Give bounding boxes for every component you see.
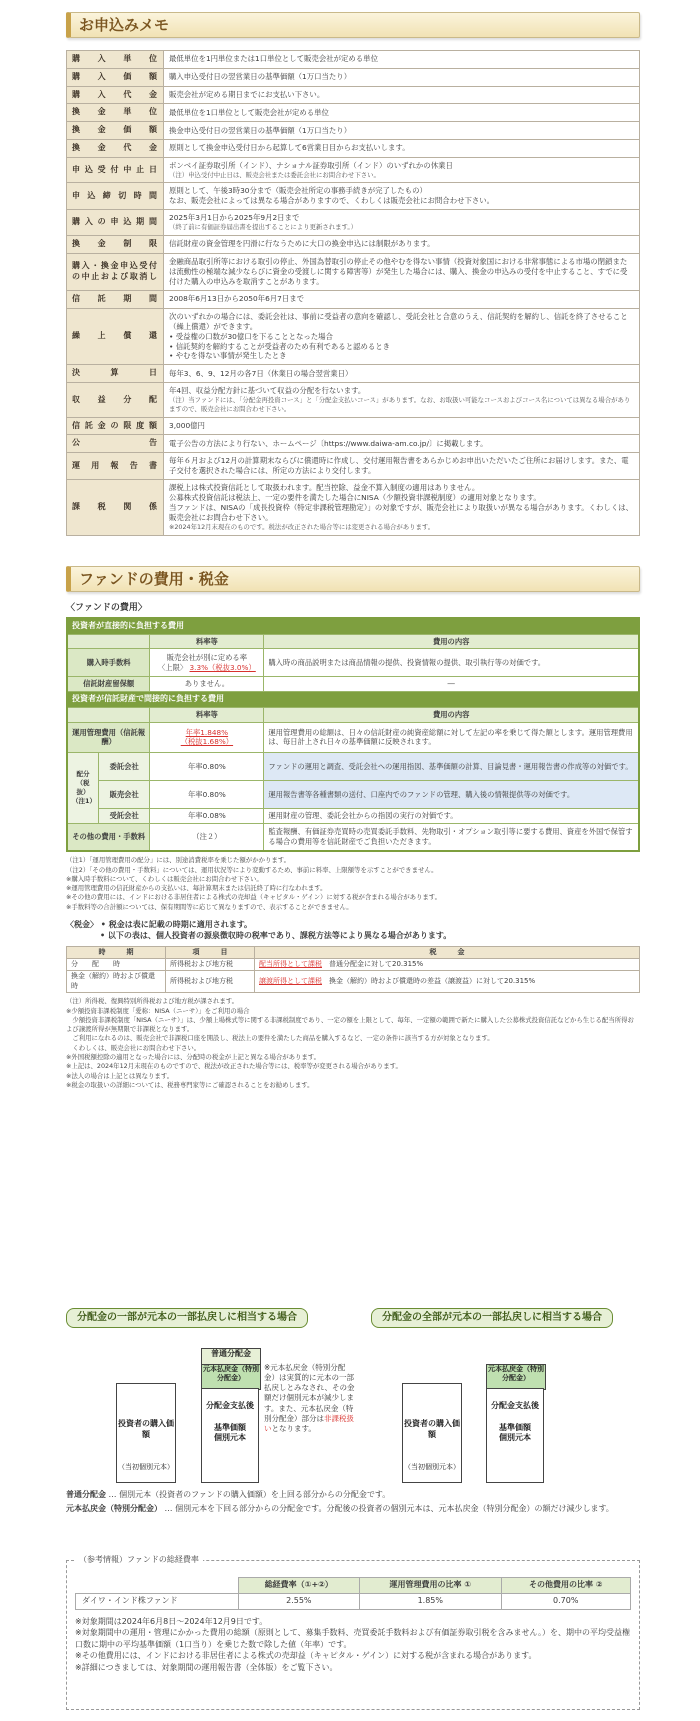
memo-value xyxy=(164,157,640,183)
memo-title: お申込みメモ xyxy=(66,12,640,38)
memo-value xyxy=(164,417,640,435)
tax-r2-item: 所得税および地方税 xyxy=(166,971,255,993)
ref-h2: 運用管理費用の比率 ① xyxy=(360,1578,501,1594)
note-line: ※詳細につきましては、対象期間の運用報告書（全体版）をご覧下さい。 xyxy=(75,1662,338,1672)
memo-row xyxy=(67,68,640,86)
tax-notes xyxy=(66,997,640,1090)
memo-row xyxy=(67,139,640,157)
fees-title: ファンドの費用・税金 xyxy=(66,566,640,592)
note-line: ご利用になれるのは、販売会社で非課税口座を開設し、税法上の要件を満たした商品を購入するなど、一定の条件に該当する方が対象となります。 xyxy=(66,1034,494,1043)
memo-value xyxy=(164,383,640,417)
memo-row xyxy=(67,383,640,417)
fees-subtitle: 〈ファンドの費用〉 xyxy=(66,602,147,613)
side-note: ※元本払戻金（特別分配金）は実質的に元本の一部払戻しとみなされ、その金額だけ個別元本が減少します。また、元本払戻金（特別分配金）部分は非課税扱いとなります。 xyxy=(264,1363,355,1433)
memo-value-text: 最低単位を1円単位または1口単位として販売会社が定める単位 xyxy=(169,54,378,64)
reserve-rate: ありません。 xyxy=(150,677,264,692)
hanbai-content: 運用報告書等各種書類の送付、口座内でのファンドの管理、購入後の情報提供等の対価です。 xyxy=(264,780,639,808)
ref-fund: ダイワ・インド株ファンド xyxy=(76,1593,239,1609)
memo-key: 換金価額 xyxy=(67,122,164,140)
note-line: ※上記は、2024年12月末現在のものですので、税法が改正された場合等には、税率等が変更される場合があります。 xyxy=(66,1062,402,1071)
ref-v1: 2.55% xyxy=(238,1593,360,1609)
mgmt-label: 運用管理費用（信託報酬） xyxy=(67,722,150,752)
direct-band: 投資者が直接的に負担する費用 xyxy=(67,618,639,634)
memo-value-text: 購入申込受付日の翌営業日の基準価額（1万口当たり） xyxy=(169,72,352,82)
memo-row xyxy=(67,236,640,254)
ref-h3: その他費用の比率 ② xyxy=(501,1578,630,1594)
note-line: ※対象期間中の運用・管理にかかった費用の総額（原則として、募集手数料、売買委託手数料および有価証券取引税を含みません。）を、期中の平均受益権口数に期中の平均基準価額（1口当り）を乗じた数で除した値（年率）です。 xyxy=(75,1628,631,1649)
itaku-rate: 年率0.80% xyxy=(150,752,264,780)
memo-row xyxy=(67,104,640,122)
memo-row xyxy=(67,308,640,365)
memo-key: 換金制限 xyxy=(67,236,164,254)
def-gankin: 元本払戻金（特別分配金） … 個別元本を下回る部分からの分配金です。分配後の投資者の個別元本は、元本払戻金（特別分配金）の額だけ減少します。 xyxy=(66,1503,614,1513)
jutaku-label: 受託会社 xyxy=(99,808,150,823)
memo-key: 購入・換金申込受付の中止および取消し xyxy=(67,253,164,290)
note-line: ※対象期間は2024年6月8日～2024年12月9日です。 xyxy=(75,1616,268,1626)
memo-value xyxy=(164,308,640,365)
itaku-content: ファンドの運用と調査、受託会社への運用指図、基準価額の計算、目論見書・運用報告書の作成等の対価です。 xyxy=(264,752,639,780)
tax-h-tax: 税 金 xyxy=(255,946,640,958)
other-rate: （注２） xyxy=(150,823,264,851)
note-line: ※その他費用には、インドにおける非居住者による株式の売却益（キャピタル・ゲイン）に対する税が含まれる場合があります。 xyxy=(75,1651,537,1661)
jutaku-content: 運用財産の管理、委託会社からの指図の実行の対価です。 xyxy=(264,808,639,823)
col-rate-2: 料率等 xyxy=(150,708,264,723)
memo-row xyxy=(67,183,640,210)
memo-key: 収益分配 xyxy=(67,383,164,417)
tax-r2-tax: 譲渡所得として課税 換金（解約）時および償還時の差益（譲渡益）に対して20.315% xyxy=(255,971,640,993)
other-content: 監査報酬、有価証券売買時の売買委託手数料、先物取引・オプション取引等に要する費用、資産を外国で保管する場合の費用等を信託財産でご負担いただきます。 xyxy=(264,823,639,851)
memo-row xyxy=(67,122,640,140)
memo-value-text: 原則として、午後3時30分まで（販売会社所定の事務手続きが完了したもの） なお、販売会社によっては異なる場合がありますので、くわしくは販売会社にお問合わせ下さい。 xyxy=(169,186,495,206)
note-line: ※法人の場合は上記とは異なります。 xyxy=(66,1071,174,1080)
buy-label: 購入時手数料 xyxy=(67,649,150,677)
memo-value-text: 原則として換金申込受付日から起算して6営業日目からお支払いします。 xyxy=(169,143,410,153)
buy-content: 購入時の商品説明または商品情報の提供、投資情報の提供、取引執行等の対価です。 xyxy=(264,649,639,677)
col-content: 費用の内容 xyxy=(264,634,639,649)
memo-value xyxy=(164,86,640,104)
memo-value-text: 電子公告の方法により行ない、ホームページ〔https://www.daiwa-am.co.jp/〕に掲載します。 xyxy=(169,438,488,448)
left-after-box: 分配金支払後 基準価額 個別元本 xyxy=(201,1388,259,1483)
left-futsu-box: 普通分配金 xyxy=(201,1348,261,1366)
note-line: ※税金の取扱いの詳細については、税務専門家等にご確認されることをお勧めします。 xyxy=(66,1080,314,1089)
note-line: ※外国税額控除の適用となった場合には、分配時の税金が上記と異なる場合があります。 xyxy=(66,1053,321,1061)
memo-value xyxy=(164,183,640,210)
memo-value-text: 毎年3、6、9、12月の各7日（休業日の場合翌営業日） xyxy=(169,368,353,378)
memo-row xyxy=(67,417,640,435)
reference-notes xyxy=(75,1616,631,1674)
memo-value-text: 換金申込受付日の翌営業日の基準価額（1万口当たり） xyxy=(169,125,352,135)
tax-r1-item: 所得税および地方税 xyxy=(166,959,255,971)
memo-key: 信託金の限度額 xyxy=(67,417,164,435)
memo-row xyxy=(67,86,640,104)
note-line: ※その他の費用には、インドにおける非居住者による株式の売却益（キャピタル・ゲイン）に対する税が含まれる場合があります。 xyxy=(66,893,442,902)
col-rate: 料率等 xyxy=(150,634,264,649)
tax-r2-time: 換金（解約）時および償還時 xyxy=(67,971,166,993)
memo-value xyxy=(164,122,640,140)
memo-value xyxy=(164,104,640,122)
note-line: ※運用管理費用の信託財産からの支払いは、毎計算期末または信託終了時に行なわれます。 xyxy=(66,884,327,893)
memo-note: （終了前に有価証券届出書を提出することにより更新されます。） xyxy=(169,223,358,232)
right-purchase-box: 投資者の購入価額 （当初個別元本） xyxy=(402,1383,462,1483)
memo-row xyxy=(67,210,640,236)
memo-key: 購入単位 xyxy=(67,51,164,69)
mgmt-content: 運用管理費用の総額は、日々の信託財産の純資産総額に対して左記の率を乗じて得た額とします。運用管理費用は、毎日計上され日々の基準価額に反映されます。 xyxy=(264,722,639,752)
buy-rate: 販売会社が別に定める率 〈上限〉 3.3%（税抜3.0%） xyxy=(150,649,264,677)
memo-value xyxy=(164,139,640,157)
memo-key: 申込締切時間 xyxy=(67,183,164,210)
memo-key: 信託期間 xyxy=(67,290,164,308)
memo-value xyxy=(164,253,640,290)
left-gankin-box: 元本払戻金（特別分配金） xyxy=(201,1364,261,1390)
memo-note: （注）当ファンドには、「分配金再投資コース」と「分配金支払いコース」があります。なお、お取扱い可能なコースおよびコース名については異なる場合がありますので、販売会社にお問合わせ下さい。 xyxy=(169,396,631,413)
memo-value-text: 2025年3月1日から2025年9月2日まで xyxy=(169,213,300,223)
memo-key: 購入価額 xyxy=(67,68,164,86)
hanbai-label: 販売会社 xyxy=(99,780,150,808)
memo-value xyxy=(164,236,640,254)
memo-value-text: 課税上は株式投資信託として取扱われます。配当控除、益金不算入制度の適用はありません。 公募株式投資信託は税法上、一定の要件を満たした場合にNISA（少額投資非課税制度）の適用対象となります。 当ファンドは、NISAの「成長投資枠（特定非課税管理勘定）」の対象ですが、販売会社により取扱いが異なる場合があります。くわしくは、販売会社にお問合わせ下さい。 xyxy=(169,483,633,523)
tax-heading: 〈税金〉 • 税金は表に記載の時期に適用されます。 xyxy=(66,919,253,929)
note-line: （注2）「その他の費用・手数料」については、運用状況等により変動するため、事前に料率、上限額等を示すことができません。 xyxy=(66,865,438,874)
memo-key: 購入の申込期間 xyxy=(67,210,164,236)
memo-row xyxy=(67,365,640,383)
tax-r1-time: 分 配 時 xyxy=(67,959,166,971)
note-line: ※購入時手数料について、くわしくは販売会社にお問合わせ下さい。 xyxy=(66,874,263,883)
memo-row xyxy=(67,157,640,183)
tax-h-item: 項 目 xyxy=(166,946,255,958)
memo-value-text: ボンベイ証券取引所（インド）、ナショナル証券取引所（インド）のいずれかの休業日 xyxy=(169,160,453,170)
mgmt-rate: 年率1.848% （税抜1.68%） xyxy=(150,722,264,752)
memo-value-text: 毎年６月および12月の計算期末ならびに償還時に作成し、交付運用報告書をあらかじめお申出いただいたご住所にお届けします。また、電子交付を選択された場合には、所定の方法により交付します。 xyxy=(169,456,629,476)
memo-key: 繰上償還 xyxy=(67,308,164,365)
reserve-content: ― xyxy=(264,677,639,692)
memo-row xyxy=(67,453,640,480)
definitions xyxy=(66,1490,640,1515)
memo-value xyxy=(164,435,640,453)
haibun-label: 配分（税抜）（注1） xyxy=(67,752,99,823)
note-line: ※少額投資非課税制度「愛称：NISA（ニーサ）」をご利用の場合 xyxy=(66,1006,250,1015)
reserve-label: 信託財産留保額 xyxy=(67,677,150,692)
reference-title: （参考情報）ファンドの総経費率 xyxy=(75,1555,203,1566)
fee-notes xyxy=(66,856,640,912)
memo-key: 購入代金 xyxy=(67,86,164,104)
memo-value-text: 金融商品取引所等における取引の停止、外国為替取引の停止その他やむを得ない事情（投資対象国における非常事態による市場の閉鎖または流動性の極端な減少ならびに資金の受渡しに関する障害等）が発生した場合には、購入、換金の申込みの受付を中止すること、すでに受付けた購入の申込みを取消すことがあります。 xyxy=(169,256,628,286)
distribution-diagram xyxy=(66,1308,640,1478)
note-line: くわしくは、販売会社にお問合わせ下さい。 xyxy=(66,1043,201,1052)
memo-note: （注）申込受付中止日は、販売会社または委託会社にお問合わせ下さい。 xyxy=(169,170,380,179)
memo-key: 換金単位 xyxy=(67,104,164,122)
note-line: （注）所得税、復興特別所得税および地方税が課されます。 xyxy=(66,997,239,1006)
itaku-label: 委託会社 xyxy=(99,752,150,780)
memo-value xyxy=(164,365,640,383)
right-diagram-title: 分配金の全部が元本の一部払戻しに相当する場合 xyxy=(371,1308,613,1328)
memo-row xyxy=(67,480,640,536)
tax-line2: • 以下の表は、個人投資者の源泉徴収時の税率であり、課税方法等により異なる場合があります。 xyxy=(100,930,452,940)
memo-key: 課税関係 xyxy=(67,480,164,536)
memo-value-text: 年4回、収益分配方針に基づいて収益の分配を行ないます。 xyxy=(169,386,366,396)
memo-row xyxy=(67,290,640,308)
memo-value xyxy=(164,480,640,536)
memo-key: 決算日 xyxy=(67,365,164,383)
memo-key: 公告 xyxy=(67,435,164,453)
memo-value-text: 信託財産の資金管理を円滑に行なうために大口の換金申込には制限があります。 xyxy=(169,239,435,249)
note-line: ※手数料等の合計額については、保有期間等に応じて異なりますので、表示することができません。 xyxy=(66,902,353,911)
memo-key: 換金代金 xyxy=(67,139,164,157)
memo-row xyxy=(67,253,640,290)
memo-value-text: 販売会社が定める期日までにお支払い下さい。 xyxy=(169,90,325,99)
memo-table xyxy=(66,50,640,536)
indirect-band: 投資者が信託財産で間接的に負担する費用 xyxy=(67,692,639,708)
memo-value xyxy=(164,51,640,69)
ref-v3: 0.70% xyxy=(501,1593,630,1609)
other-label: その他の費用・手数料 xyxy=(67,823,150,851)
note-line: 少額投資非課税制度「NISA（ニーサ）」は、少額上場株式等に関する非課税制度であり、一定の額を上限として、毎年、一定額の範囲で新たに購入した公募株式投資信託などから生じる配当所得および譲渡所得が無期限で非課税となります。 xyxy=(66,1015,634,1034)
reference-box xyxy=(66,1555,640,1710)
memo-value-text: 3,000億円 xyxy=(169,420,205,430)
col-content-2: 費用の内容 xyxy=(264,708,639,723)
memo-value-text: 次のいずれかの場合には、委託会社は、事前に受益者の意向を確認し、受託会社と合意のうえ、信託契約を解約し、信託を終了させること（繰上償還）ができます。 • 受益権の口数が30億口を下ることとなった場合 • 信託契約を解約することが受益者のため有利であると認めるとき • やむを得ない事情が発生したとき xyxy=(169,311,628,361)
memo-note: ※2024年12月末現在のものです。税法が改正された場合等には変更される場合があります。 xyxy=(169,523,435,532)
left-purchase-box: 投資者の購入価額 （当初個別元本） xyxy=(116,1383,176,1483)
fee-table xyxy=(66,617,640,852)
memo-row xyxy=(67,435,640,453)
tax-r1-tax: 配当所得として課税 普通分配金に対して20.315% xyxy=(255,959,640,971)
memo-value-text: 最低単位を1口単位として販売会社が定める単位 xyxy=(169,107,329,117)
tax-table xyxy=(66,946,640,994)
memo-value xyxy=(164,68,640,86)
left-diagram-title: 分配金の一部が元本の一部払戻しに相当する場合 xyxy=(66,1308,308,1328)
right-after-box: 分配金支払後 基準価額 個別元本 xyxy=(486,1388,544,1483)
right-gankin-box: 元本払戻金（特別分配金） xyxy=(486,1364,546,1390)
note-line: （注1）「運用管理費用の配分」には、別途消費税率を乗じた額がかかります。 xyxy=(66,856,291,865)
memo-value xyxy=(164,453,640,480)
jutaku-rate: 年率0.08% xyxy=(150,808,264,823)
memo-key: 申込受付中止日 xyxy=(67,157,164,183)
memo-value-text: 2008年6月13日から2050年6月7日まで xyxy=(169,294,305,304)
tax-h-time: 時 期 xyxy=(67,946,166,958)
memo-row xyxy=(67,51,640,69)
def-futsu: 普通分配金 … 個別元本（投資者のファンドの購入価額）を上回る部分からの分配金です。 xyxy=(66,1490,391,1499)
reference-table xyxy=(75,1577,631,1610)
memo-value xyxy=(164,210,640,236)
memo-key: 運用報告書 xyxy=(67,453,164,480)
memo-value xyxy=(164,290,640,308)
hanbai-rate: 年率0.80% xyxy=(150,780,264,808)
ref-h1: 総経費率（①+②） xyxy=(238,1578,360,1594)
ref-v2: 1.85% xyxy=(360,1593,501,1609)
